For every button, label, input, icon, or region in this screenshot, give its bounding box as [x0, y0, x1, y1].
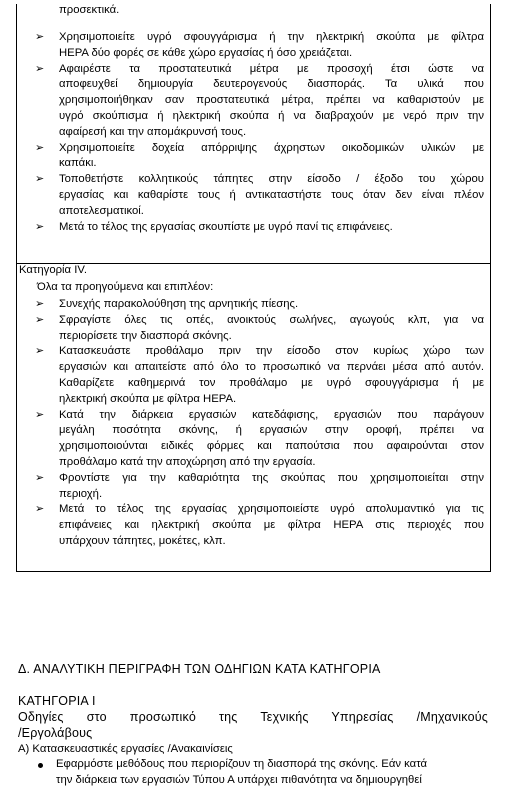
- category-4-intro: Όλα τα προηγούμενα και επιπλέον:: [37, 281, 214, 293]
- list-item-line: Κατασκευάστε προθάλαμο πριν την είσοδο στον κυρίως χώρο των: [59, 345, 484, 358]
- list-item-line: ηλεκτρική σκούπα με φίλτρα HEPA.: [59, 392, 237, 405]
- arrow-bullet-icon: ➢: [35, 173, 45, 186]
- arrow-bullet-icon: ➢: [35, 31, 45, 43]
- list-item-line: Σφραγίστε όλες τις οπές, ανοικτούς σωλήνες, αγωγούς κλπ, για να: [59, 313, 484, 326]
- list-item-line: περιοχή.: [59, 487, 103, 500]
- list-item-line: αφαίρεσή και την απομάκρυνσή τους.: [59, 125, 247, 138]
- list-item-line: εργασιών και απαιτείστε από όλο το προσωπικό να περνάει μέσα από αυτόν.: [59, 361, 484, 374]
- arrow-bullet-icon: ➢: [35, 471, 45, 484]
- arrow-bullet-icon: ➢: [35, 408, 45, 421]
- staff-instructions-line: /Εργολάβους: [18, 726, 93, 740]
- list-item-line: προθάλαμο κατά την αποχώρηση από την εργασία.: [59, 456, 316, 468]
- list-item-line: Αφαιρέστε τα προστατευτικά μέτρα με προσοχή έτσι ώστε να: [59, 62, 484, 75]
- list-item-line: αποτελεσματικοί.: [59, 204, 144, 217]
- arrow-bullet-icon: ➢: [35, 345, 45, 358]
- list-item-line: υπάρχουν τάπητες, μοκέτες, κλπ.: [59, 535, 226, 547]
- bullet-text: Εφαρμόστε μεθόδους που περιορίζουν τη διασπορά της σκόνης. Εάν κατά: [56, 758, 428, 770]
- bullet-text: την διάρκεια των εργασιών Τύπου Α υπάρχει πιθανότητα να δημιουργηθεί: [56, 774, 422, 786]
- arrow-bullet-icon: ➢: [35, 503, 45, 516]
- arrow-bullet-icon: ➢: [35, 313, 45, 326]
- subheading: Α) Κατασκευαστικές εργασίες /Ανακαινίσεις: [18, 743, 233, 755]
- list-item-line: Φροντίστε για την καθαριότητα της σκούπας που χρησιμοποιείται στην: [59, 471, 484, 484]
- list-item-line: περιορίσετε την διασπορά σκόνης.: [59, 329, 232, 342]
- arrow-bullet-icon: ➢: [35, 220, 45, 233]
- list-item-line: υγρό σκούπισμα ή ηλεκτρική σκούπα ή να διαβραχούν με νερό πριν την: [59, 110, 484, 122]
- arrow-bullet-icon: ➢: [35, 62, 45, 75]
- list-item-line: χρησιμοποιούνται ειδικές φόρμες και παπούτσια που αφαιρούνται στον: [59, 440, 484, 453]
- arrow-bullet-icon: ➢: [35, 141, 45, 154]
- guidelines-table: [16, 4, 491, 572]
- list-item-line: Χρησιμοποιείτε υγρό σφουγγάρισμα ή την ηλεκτρική σκούπα με φίλτρα: [59, 31, 484, 43]
- list-item-line: Κατά την διάρκεια εργασιών κατεδάφισης, εργασιών που παράγουν: [59, 408, 484, 421]
- arrow-bullet-icon: ➢: [35, 298, 45, 310]
- list-item-line: HEPA δύο φορές σε κάθε χώρο εργασίας ή όσο χρειάζεται.: [59, 46, 353, 59]
- list-item-line: μεγάλη ποσότητα σκόνης, ή εργασιών στην οροφή, πρέπει να: [59, 424, 484, 437]
- list-item-line: χρησιμοποιήθηκαν σαν προστατευτικά μέτρα, πρέπει να καθαριστούν με: [59, 94, 484, 107]
- list-item-line: Μετά το τέλος της εργασίας χρησιμοποιείστε υγρό απολυμαντικό για τις: [59, 503, 484, 516]
- continuation-text: προσεκτικά.: [59, 4, 120, 16]
- list-item-line: Τοποθετήστε κολλητικούς τάπητες στην είσοδο / έξοδο του χώρου: [59, 173, 484, 186]
- list-item-line: Καθαρίζετε καθημερινά τον προθάλαμο με υγρό σφουγγάρισμα ή με: [59, 377, 484, 389]
- category-1-title: ΚΑΤΗΓΟΡΙΑ I: [18, 694, 96, 708]
- list-item-line: επιφάνειες και ηλεκτρική σκούπα με φίλτρα HEPA στις περιοχές που: [59, 519, 484, 532]
- list-item-line: Μετά το τέλος της εργασίας σκουπίστε με υγρό πανί τις επιφάνειες.: [59, 220, 393, 233]
- category-4-title: Κατηγορία IV.: [19, 264, 87, 276]
- list-item-line: αποφευχθεί δημιουργία δευτερογενούς διασποράς. Τα υλικά που: [59, 78, 484, 91]
- row-divider: [17, 263, 490, 264]
- list-item-line: Συνεχής παρακολούθηση της αρνητικής πίεσης.: [59, 298, 299, 310]
- staff-instructions-line: Οδηγίες στο προσωπικό της Τεχνικής Υπηρεσίας /Μηχανικούς: [18, 710, 488, 724]
- list-item-line: Χρησιμοποιείτε δοχεία απόρριψης άχρηστων οικοδομικών υλικών με: [59, 141, 484, 154]
- section-heading: Δ. ΑΝΑΛΥΤΙΚΗ ΠΕΡΙΓΡΑΦΗ ΤΩΝ ΟΔΗΓΙΩΝ ΚΑΤΑ ΚΑΤΗΓΟΡΙΑ: [18, 662, 381, 676]
- bullet-dot-icon: [38, 763, 43, 768]
- list-item-line: εργασίας και καθαρίστε τους ή αντικαταστήστε τους όταν δεν είναι πλέον: [59, 189, 484, 201]
- list-item-line: καπάκι.: [59, 157, 97, 170]
